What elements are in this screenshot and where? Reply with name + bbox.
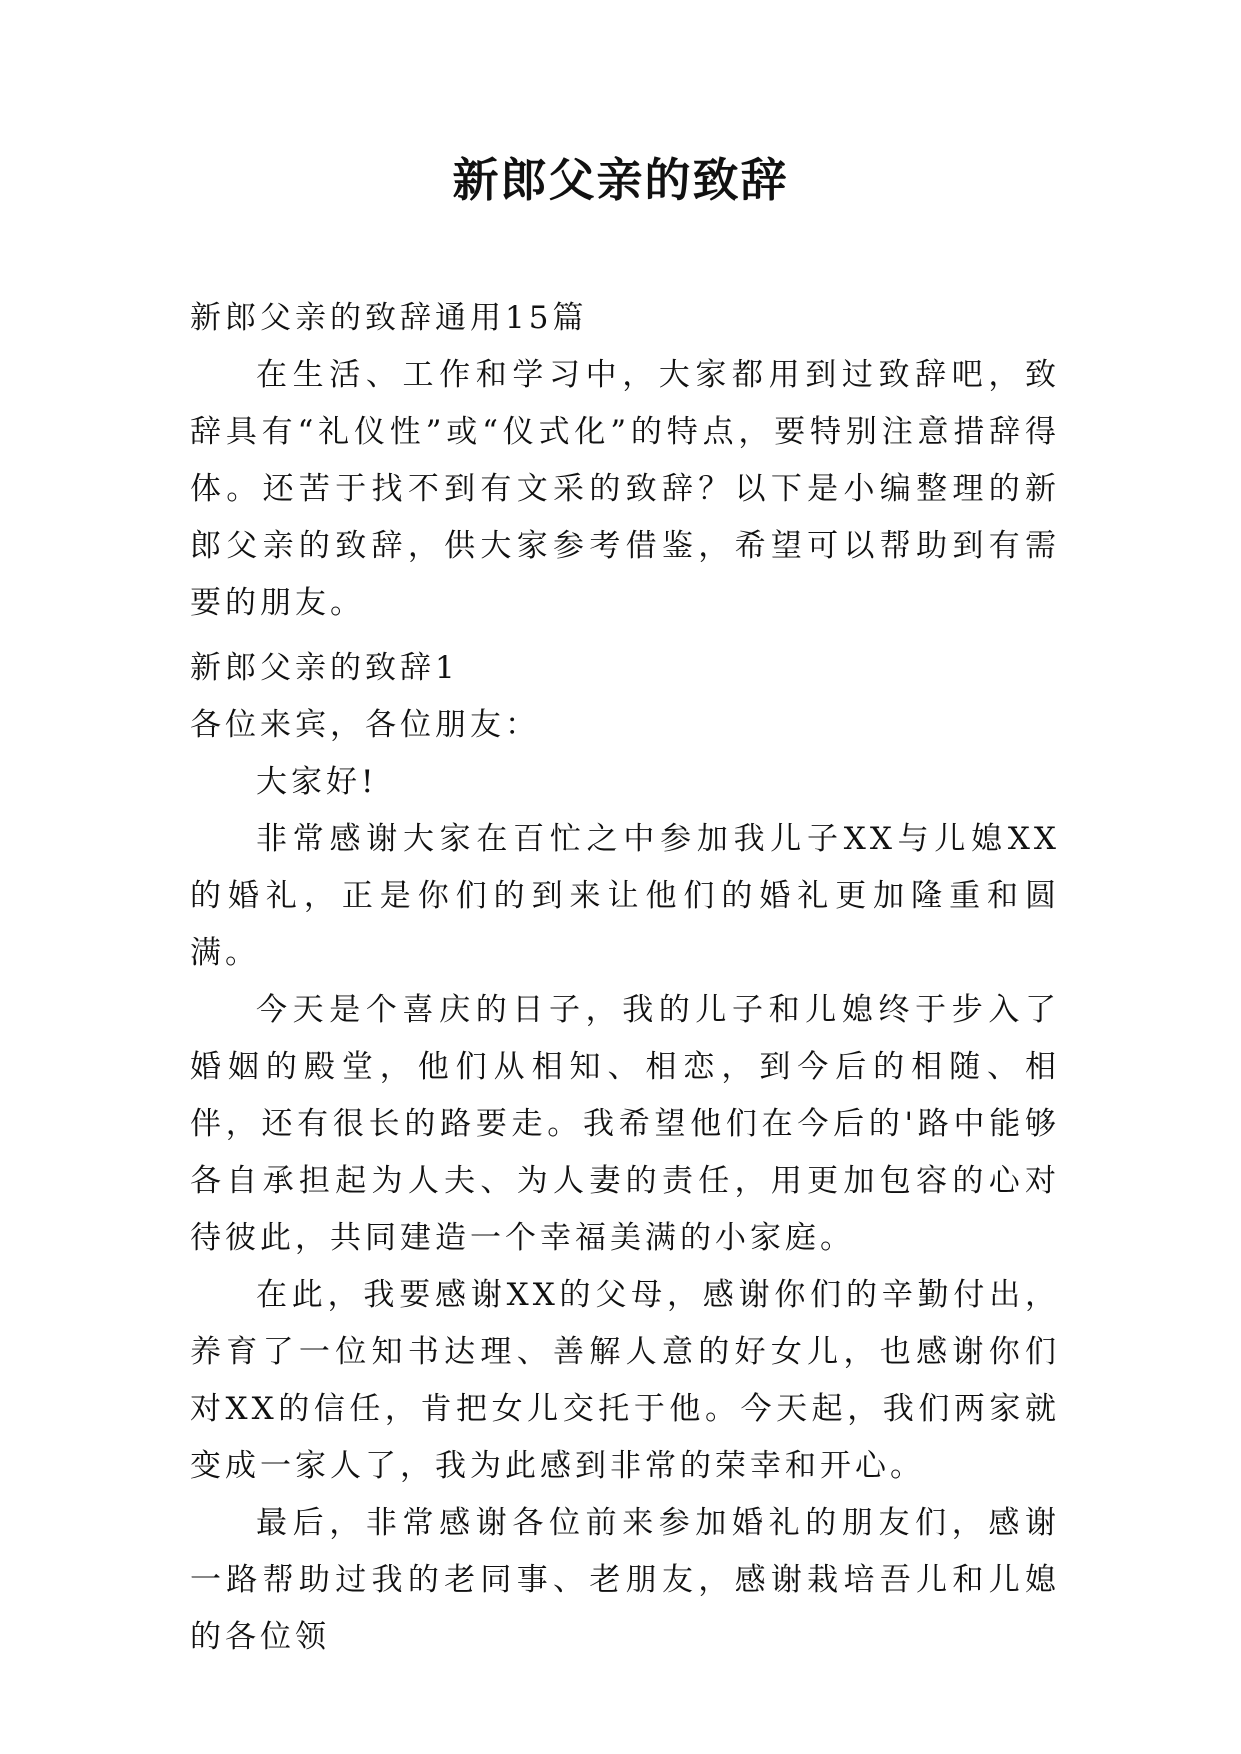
salutation: 各位来宾，各位朋友： [190, 707, 540, 743]
section-heading: 新郎父亲的致辞1 [190, 650, 459, 686]
intro-block [190, 347, 1060, 632]
speech-paragraph-wishes: 今天是个喜庆的日子，我的儿子和儿媳终于步入了婚姻的殿堂，他们从相知、相恋，到今后的相随、相伴，还有很长的路要走。我希望他们在今后的'路中能够各自承担起为人夫、为人妻的责任，用更加包容的心对待彼此，共同建造一个幸福美满的小家庭。 [190, 992, 1060, 1256]
speech-paragraph-thanks: 非常感谢大家在百忙之中参加我儿子XX与儿媳XX的婚礼，正是你们的到来让他们的婚礼更加隆重和圆满。 [190, 821, 1060, 971]
document-subtitle [190, 290, 1060, 347]
speech-paragraph-in-laws: 在此，我要感谢XX的父母，感谢你们的辛勤付出，养育了一位知书达理、善解人意的好女儿，也感谢你们对XX的信任，肯把女儿交托于他。今天起，我们两家就变成一家人了，我为此感到非常的荣幸和开心。 [190, 1277, 1060, 1484]
subtitle-text: 新郎父亲的致辞通用15篇 [190, 300, 588, 336]
speech-paragraph-closing: 最后，非常感谢各位前来参加婚礼的朋友们，感谢一路帮助过我的老同事、老朋友，感谢栽培吾儿和儿媳的各位领 [190, 1505, 1060, 1655]
speech-section [190, 640, 1060, 1666]
intro-paragraph: 在生活、工作和学习中，大家都用到过致辞吧，致辞具有“礼仪性”或“仪式化”的特点，要特别注意措辞得体。还苦于找不到有文采的致辞？以下是小编整理的新郎父亲的致辞，供大家参考借鉴，希望可以帮助到有需要的朋友。 [190, 357, 1060, 621]
speech-paragraph-greeting: 大家好! [256, 764, 378, 800]
document-title: 新郎父亲的致辞 [452, 153, 789, 207]
